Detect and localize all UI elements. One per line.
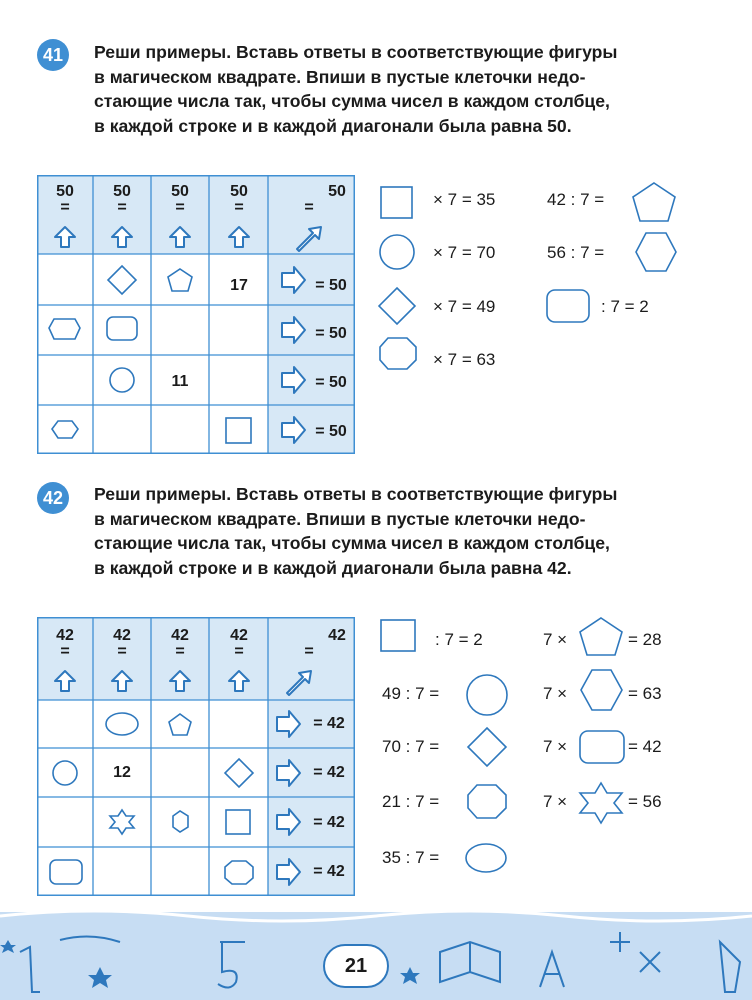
- hexagon-icon: [581, 670, 622, 710]
- rounded-rect-icon: [107, 317, 137, 340]
- pentagon-icon: [633, 183, 675, 221]
- hexagon-icon: [173, 811, 188, 832]
- equation: 7 ×: [543, 737, 568, 756]
- equals-sign: =: [304, 643, 314, 660]
- rounded-rect-icon: [580, 731, 624, 763]
- diagonal-sum: 42: [328, 627, 346, 644]
- hexagon-icon: [52, 421, 78, 438]
- text-line: в каждой строке и в каждой диагонали была равна 42.: [94, 557, 572, 578]
- equation: 56 : 7 =: [547, 243, 605, 262]
- row-sum: = 50: [315, 423, 347, 440]
- octagon-icon: [468, 785, 506, 818]
- equation: 7 ×: [543, 684, 568, 703]
- square-icon: [226, 418, 251, 443]
- equation: × 7 = 49: [433, 297, 496, 316]
- column-sum: 50: [171, 183, 189, 200]
- column-sum: 42: [56, 627, 74, 644]
- ellipse-icon: [106, 713, 138, 735]
- diamond-icon: [468, 728, 506, 766]
- equals-sign: =: [175, 643, 185, 660]
- text-line: в магическом квадрате. Впиши в пустые клеточки недо-: [94, 508, 586, 529]
- pentagon-icon: [580, 618, 622, 655]
- circle-icon: [110, 368, 134, 392]
- rounded-rect-icon: [547, 290, 589, 322]
- column-sum: 50: [113, 183, 131, 200]
- equation: 70 : 7 =: [382, 737, 440, 756]
- cell-shapes: [37, 617, 355, 896]
- octagon-icon: [225, 861, 253, 884]
- text-line: стающие числа так, чтобы сумма чисел в каждом столбце,: [94, 91, 610, 111]
- row-sum: = 42: [313, 863, 345, 880]
- exercise-number: 42: [42, 487, 64, 508]
- exercise-number-badge: [37, 39, 69, 71]
- diamond-icon: [225, 759, 253, 787]
- row-sum: = 50: [315, 325, 347, 342]
- equation: = 28: [628, 630, 662, 649]
- exercise-number-badge: [37, 482, 69, 514]
- equation: : 7 = 2: [435, 630, 483, 649]
- column-sum: 42: [230, 627, 248, 644]
- diamond-icon: [379, 288, 415, 324]
- circle-icon: [467, 675, 507, 715]
- magic-square-41: [37, 175, 355, 454]
- given-number: 17: [230, 277, 248, 294]
- equation: = 56: [628, 792, 662, 811]
- equation: 49 : 7 =: [382, 684, 440, 703]
- row-sum: = 42: [313, 764, 345, 781]
- equals-sign: =: [60, 643, 70, 660]
- ellipse-icon: [466, 844, 506, 872]
- text-line: Реши примеры. Вставь ответы в соответствующие фигуры: [94, 42, 618, 62]
- equals-sign: =: [117, 643, 127, 660]
- equation: 7 ×: [543, 792, 568, 811]
- column-sum: 50: [230, 183, 248, 200]
- equals-sign: =: [234, 199, 244, 216]
- row-sum: = 50: [315, 374, 347, 391]
- star-icon: [580, 783, 622, 823]
- magic-square-42: [37, 617, 355, 896]
- column-sum: 50: [56, 183, 74, 200]
- equation: : 7 = 2: [601, 297, 649, 316]
- exercise-text: [94, 40, 684, 138]
- row-sum: = 50: [315, 277, 347, 294]
- equation: = 63: [628, 684, 662, 703]
- text-line: в каждой строке и в каждой диагонали была равна 50.: [94, 115, 572, 136]
- equals-sign: =: [234, 643, 244, 660]
- equation: × 7 = 63: [433, 350, 496, 369]
- equals-sign: =: [175, 199, 185, 216]
- text-line: стающие числа так, чтобы сумма чисел в каждом столбце,: [94, 533, 610, 553]
- rounded-rect-icon: [50, 860, 82, 884]
- text-line: Реши примеры. Вставь ответы в соответствующие фигуры: [94, 484, 618, 504]
- column-sum: 42: [113, 627, 131, 644]
- hexagon-icon: [636, 233, 676, 271]
- square-icon: [381, 620, 415, 651]
- equation: 7 ×: [543, 630, 568, 649]
- equation: 35 : 7 =: [382, 848, 440, 867]
- exercise-number: 41: [42, 44, 64, 65]
- pentagon-icon: [169, 714, 191, 735]
- cell-shapes: [37, 175, 355, 454]
- diagonal-sum: 50: [328, 183, 346, 200]
- row-sum: = 42: [313, 814, 345, 831]
- star-icon: [110, 810, 134, 834]
- pentagon-icon: [168, 269, 192, 291]
- given-number: 11: [171, 373, 189, 390]
- equation: = 42: [628, 737, 662, 756]
- equals-sign: =: [117, 199, 127, 216]
- page-number: 21: [323, 944, 389, 988]
- exercise-text: [94, 482, 684, 580]
- square-icon: [381, 187, 412, 218]
- equals-sign: =: [304, 199, 314, 216]
- equation: × 7 = 35: [433, 190, 496, 209]
- equation: × 7 = 70: [433, 243, 496, 262]
- equals-sign: =: [60, 199, 70, 216]
- circle-icon: [380, 235, 414, 269]
- column-sum: 42: [171, 627, 189, 644]
- equation: 21 : 7 =: [382, 792, 440, 811]
- equation: 42 : 7 =: [547, 190, 605, 209]
- octagon-icon: [380, 338, 416, 369]
- text-line: в магическом квадрате. Впиши в пустые клеточки недо-: [94, 66, 586, 87]
- square-icon: [226, 810, 250, 834]
- row-sum: = 42: [313, 715, 345, 732]
- given-number: 12: [113, 764, 131, 781]
- circle-icon: [53, 761, 77, 785]
- octagon-icon: [49, 319, 80, 339]
- diamond-icon: [108, 266, 136, 294]
